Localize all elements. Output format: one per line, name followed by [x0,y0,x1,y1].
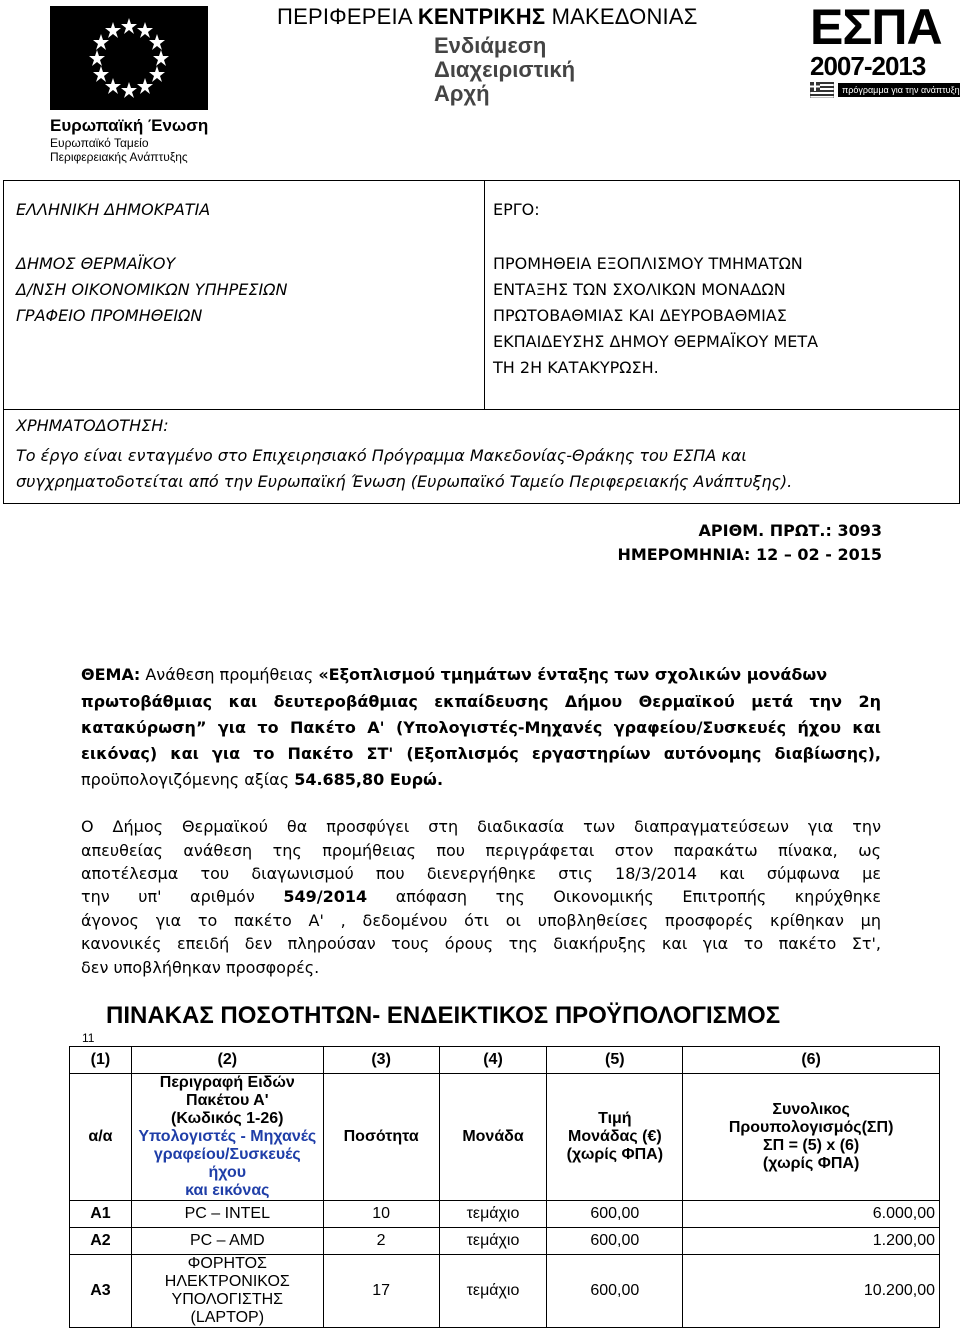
header-unit-price: Τιμή Μονάδας (€) (χωρίς ΦΠΑ) [547,1074,683,1201]
authority-line2: Διαχειριστική [434,57,576,82]
directorate: Δ/ΝΣΗ ΟΙΚΟΝΟΜΙΚΩΝ ΥΠΗΡΕΣΙΩΝ [16,280,288,299]
cell-quantity: 17 [323,1255,439,1328]
header-unit: Μονάδα [439,1074,547,1201]
eu-fund-line2: Περιφερειακής Ανάπτυξης [50,150,188,164]
header-description: Περιγραφή Ειδών Πακέτου Α' (Κωδικός 1-26) Υπολογιστές - Μηχανές γραφείου/Συσκευές ήχου και εικόνας [131,1074,323,1201]
page-number: 11 [82,1031,95,1045]
table-row [70,1255,940,1328]
authority-line1: Ενδιάμεση [434,33,547,58]
espa-logo [810,0,960,98]
region-logo [277,4,737,106]
body-line: Ο Δήμος Θερμαϊκού θα προσφύγει στη διαδικασία των διαπραγματεύσεων για την [81,817,881,836]
protocol-number: ΑΡΙΘΜ. ΠΡΩΤ.: 3093 [698,521,882,540]
funding-line: Το έργο είναι ενταγμένο στο Επιχειρησιακό Πρόγραμμα Μακεδονίας-Θράκης του ΕΣΠΑ και [16,446,747,465]
greek-flag-icon [810,82,834,98]
table-title: ΠΙΝΑΚΑΣ ΠΟΣΟΤΗΤΩΝ- ΕΝΔΕΙΚΤΙΚΟΣ ΠΡΟΫΠΟΛΟΓΙΣΜΟΣ [106,1002,781,1029]
document-date: ΗΜΕΡΟΜΗΝΙΑ: 12 – 02 - 2015 [617,545,882,564]
cell-aa: Α2 [70,1228,132,1255]
body-line: δεν υποβλήθηκαν προσφορές. [81,958,320,977]
column-number: (4) [439,1047,547,1074]
table-row [70,1201,940,1228]
subject-line: πρωτοβάθμιας και δευτεροβάθμιας εκπαίδευσης Δήμου Θερμαϊκού μετά την 2η [81,692,881,711]
eu-flag-icon [50,6,208,110]
subject-line: προϋπολογιζόμενης αξίας 54.685,80 Ευρώ. [81,770,444,789]
project-line: ΠΡΩΤΟΒΑΘΜΙΑΣ ΚΑΙ ΔΕΥΡΟΒΑΘΜΙΑΣ [493,306,787,325]
project-line: ΕΚΠΑΙΔΕΥΣΗΣ ΔΗΜΟΥ ΘΕΡΜΑΪΚΟΥ ΜΕΤΑ [493,332,819,351]
header-aa: α/α [70,1074,132,1201]
column-number: (6) [683,1047,940,1074]
cell-price: 600,00 [547,1201,683,1228]
eu-logo [50,6,210,164]
cell-aa: Α3 [70,1255,132,1328]
column-number: (5) [547,1047,683,1074]
office: ΓΡΑΦΕΙΟ ΠΡΟΜΗΘΕΙΩΝ [16,306,203,325]
region-title: ΠΕΡΙΦΕΡΕΙΑ ΚΕΝΤΡΙΚΗΣ ΜΑΚΕΔΟΝΙΑΣ [277,4,698,29]
cell-total: 10.200,00 [683,1255,940,1328]
column-number: (2) [131,1047,323,1074]
cell-price: 600,00 [547,1255,683,1328]
header-total: Συνολικος Προυπολογισμός(ΣΠ) ΣΠ = (5) x (6) (χωρίς ΦΠΑ) [683,1074,940,1201]
cell-description: PC – INTEL [131,1201,323,1228]
project-label: ΕΡΓΟ: [493,200,540,219]
espa-word: ΕΣΠΑ [810,0,942,55]
body-line: άγονος για το πακέτο Α' , δεδομένου ότι οι υποβληθείσες προσφορές κρίθηκαν μη [81,911,881,930]
cell-quantity: 2 [323,1228,439,1255]
header-quantity: Ποσότητα [323,1074,439,1201]
table-header-row [70,1074,940,1201]
column-number: (3) [323,1047,439,1074]
table-row [70,1228,940,1255]
cell-total: 6.000,00 [683,1201,940,1228]
body-line: αποτέλεσμα του διαγωνισμού που διενεργήθηκε στις 18/3/2014 και σύμφωνα με [81,864,881,883]
funding-line: συγχρηματοδοτείται από την Ευρωπαϊκή Ένωση (Ευρωπαϊκό Ταμείο Περιφερειακής Ανάπτυξης). [16,472,793,491]
subject-line: εικόνας) και για το Πακέτο ΣΤ' (Εξοπλισμός εργαστηρίων αυτόνομης διαβίωσης), [81,744,881,763]
cell-unit: τεμάχιο [439,1228,547,1255]
cell-total: 1.200,00 [683,1228,940,1255]
table-row [70,1047,940,1074]
body-line: την υπ' αριθμόν 549/2014 απόφαση της Οικονομικής Επιτροπής κηρύχθηκε [81,887,881,906]
eu-fund-line1: Ευρωπαϊκό Ταμείο [50,136,149,150]
espa-tagline: πρόγραμμα για την ανάπτυξη [838,83,960,97]
cell-unit: τεμάχιο [439,1255,547,1328]
body-line: απευθείας ανάθεση της προμήθειας που περιγράφεται στον παρακάτω πίνακα, ως [81,841,881,860]
espa-years: 2007-2013 [810,51,926,81]
cell-unit: τεμάχιο [439,1201,547,1228]
cell-description: ΦΟΡΗΤΟΣ ΗΛΕΚΤΡΟΝΙΚΟΣ ΥΠΟΛΟΓΙΣΤΗΣ (LAPTOP) [131,1255,323,1328]
subject-line: κατακύρωση” για το Πακέτο Α' (Υπολογιστές-Μηχανές γραφείου/Συσκευές ήχου και [81,718,881,737]
funding-label: ΧΡΗΜΑΤΟΔΟΤΗΣΗ: [16,416,169,435]
project-line: ΕΝΤΑΞΗΣ ΤΩΝ ΣΧΟΛΙΚΩΝ ΜΟΝΑΔΩΝ [493,280,786,299]
authority-line3: Αρχή [434,81,490,106]
cell-description: PC – AMD [131,1228,323,1255]
municipality: ΔΗΜΟΣ ΘΕΡΜΑΪΚΟΥ [16,254,176,273]
project-line: ΤΗ 2Η ΚΑΤΑΚΥΡΩΣΗ. [493,358,659,377]
eu-name: Ευρωπαϊκή Ένωση [50,116,209,135]
republic: ΕΛΛΗΝΙΚΗ ΔΗΜΟΚΡΑΤΙΑ [16,200,211,219]
column-number: (1) [70,1047,132,1074]
info-box [3,180,960,504]
cell-aa: Α1 [70,1201,132,1228]
quantities-table [69,1046,940,1328]
subject-line: ΘΕΜΑ: Ανάθεση προμήθειας «Εξοπλισμού τμημάτων ένταξης των σχολικών μονάδων [81,665,828,684]
cell-quantity: 10 [323,1201,439,1228]
cell-price: 600,00 [547,1228,683,1255]
project-line: ΠΡΟΜΗΘΕΙΑ ΕΞΟΠΛΙΣΜΟΥ ΤΜΗΜΑΤΩΝ [493,254,803,273]
body-line: κανονικές επειδή δεν πληρούσαν τους όρους της διακήρυξης και για το πακέτο Στ', [81,934,881,953]
